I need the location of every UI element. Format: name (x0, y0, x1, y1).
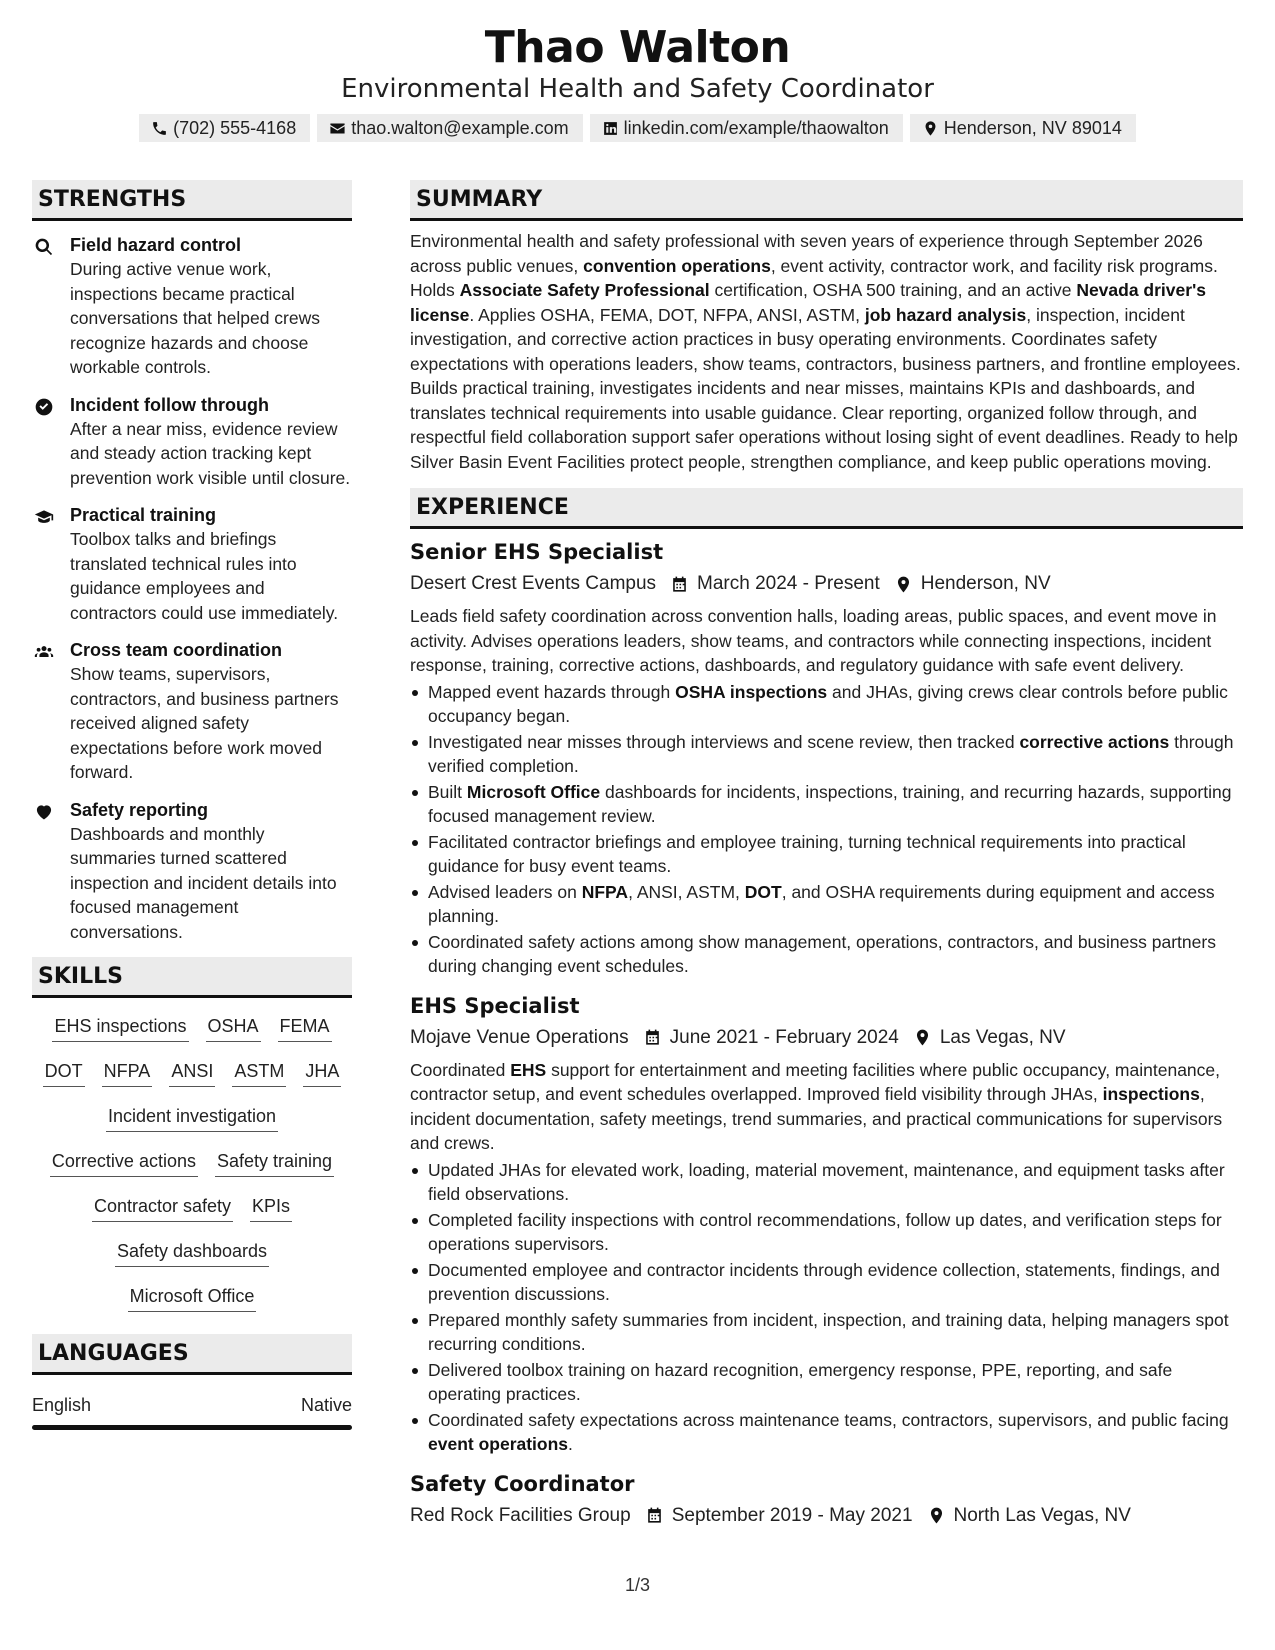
strength-item (32, 638, 352, 785)
email-text: thao.walton@example.com (351, 117, 569, 138)
list-item: Coordinated safety expectations across maintenance teams, contractors, supervisors, and public facing event operations. (410, 1408, 1243, 1457)
emphasis-text: Nevada driver's license (410, 280, 1206, 325)
users-icon (34, 642, 54, 662)
emphasis-text: job hazard analysis (864, 304, 1027, 325)
linkedin-text: linkedin.com/example/thaowalton (623, 117, 889, 138)
emphasis-text: EHS (510, 1059, 547, 1080)
emphasis-text: inspections (1102, 1084, 1200, 1104)
strength-title: Safety reporting (70, 799, 209, 820)
strength-title: Cross team coordination (70, 640, 283, 660)
phone-text: (702) 555-4168 (173, 117, 297, 138)
language-name: English (32, 1395, 92, 1415)
right-column (410, 180, 1243, 1530)
experience-heading: EXPERIENCE (410, 488, 1243, 529)
skill-tag: Corrective actions (50, 1149, 198, 1177)
list-item: Built Microsoft Office dashboards for incidents, inspections, training, and recurring hazards, supporting focused management review. (410, 780, 1243, 829)
list-item: Advised leaders on NFPA, ANSI, ASTM, DOT, and OSHA requirements during equipment and access planning. (410, 880, 1243, 929)
skill-tag: JHA (303, 1059, 341, 1087)
calendar-icon (643, 1028, 662, 1047)
phone-icon (151, 120, 168, 137)
skill-tag: FEMA (278, 1014, 332, 1042)
list-item: Delivered toolbox training on hazard recognition, emergency response, PPE, reporting, and safe operating practices. (410, 1358, 1243, 1407)
linkedin-chip[interactable] (590, 114, 903, 142)
email-chip[interactable] (317, 114, 582, 142)
job-company: Mojave Venue Operations (410, 1026, 629, 1048)
calendar-icon (670, 575, 689, 594)
skill-row (32, 1284, 352, 1312)
language-proficiency-bar (32, 1425, 352, 1430)
list-item: Prepared monthly safety summaries from incident, inspection, and training data, helping managers spot recurring conditions. (410, 1308, 1243, 1357)
skill-tag: ASTM (232, 1059, 286, 1087)
map-pin-icon (894, 575, 913, 594)
job-company: Desert Crest Events Campus (410, 573, 657, 594)
job-location: Las Vegas, NV (939, 1026, 1066, 1048)
envelope-icon (329, 120, 346, 137)
phone-chip[interactable] (139, 114, 310, 142)
strength-item (32, 233, 352, 380)
location-chip[interactable] (910, 114, 1136, 142)
job-dates: March 2024 - Present (697, 573, 880, 594)
emphasis-text: OSHA inspections (675, 681, 828, 702)
page-number: 1/3 (624, 1575, 651, 1595)
skill-row (32, 1059, 352, 1087)
languages-heading: LANGUAGES (32, 1334, 352, 1375)
job-bullets (410, 1158, 1243, 1457)
strength-text: Dashboards and monthly summaries turned scattered inspection and incident details into focused management conversations. (70, 823, 337, 942)
job-meta (410, 1502, 1243, 1530)
strength-title: Field hazard control (70, 235, 242, 255)
summary-section (410, 180, 1243, 474)
skill-tag: Contractor safety (92, 1194, 233, 1222)
strength-title: Practical training (70, 505, 217, 525)
skills-list (32, 998, 352, 1312)
job-entry (410, 1469, 1243, 1530)
contact-bar (0, 114, 1275, 142)
skill-tag: DOT (43, 1059, 85, 1087)
strength-title: Incident follow through (70, 394, 269, 415)
skill-row (32, 1104, 352, 1132)
list-item: Completed facility inspections with control recommendations, follow up dates, and verification steps for operations supervisors. (410, 1208, 1243, 1257)
job-title: EHS Specialist (410, 993, 580, 1018)
strengths-heading: STRENGTHS (32, 180, 352, 221)
language-level: Native (300, 1395, 352, 1415)
heart-icon (34, 802, 54, 822)
list-item: Mapped event hazards through OSHA inspections and JHAs, giving crews clear controls before public occupancy began. (410, 680, 1243, 729)
emphasis-text: DOT (744, 881, 782, 902)
skill-tag: Safety dashboards (115, 1239, 269, 1267)
language-item (32, 1395, 352, 1416)
job-entry (410, 537, 1243, 979)
summary-text: Environmental health and safety professional with seven years of experience through September 2026 across public venues, convention operations, event activity, contractor work, and facility risk programs. Holds Associate Safety Professional certification, OSHA 500 training, and an active Nevada driver's license. Applies OSHA, FEMA, DOT, NFPA, ANSI, ASTM, job hazard analysis, inspection, incident investigation, and corrective action practices in busy operating environments. Coordinates safety expectations with operations leaders, show teams, contractors, business partners, and frontline employees. Builds practical training, investigates incidents and near misses, maintains KPIs and dashboards, and translates technical requirements into usable guidance. Clear reporting, organized follow through, and respectful field collaboration support safer operations without losing sight of event deadlines. Ready to help Silver Basin Event Facilities protect people, strengthen compliance, and keep public operations moving. (410, 231, 1241, 472)
skill-tag: KPIs (250, 1194, 292, 1222)
list-item: Facilitated contractor briefings and employee training, turning technical requirements into practical guidance for busy event teams. (410, 830, 1243, 879)
skill-tag: EHS inspections (52, 1014, 188, 1042)
candidate-title: Environmental Health and Safety Coordinator (341, 74, 934, 104)
calendar-icon (645, 1506, 664, 1525)
strength-text: Toolbox talks and briefings translated technical rules into guidance employees and contractors could use immediately. (70, 529, 339, 623)
strength-text: During active venue work, inspections became practical conversations that helped crews recognize hazards and choose workable controls. (70, 259, 320, 377)
skill-tag: Safety training (215, 1149, 334, 1177)
skill-tag: NFPA (102, 1059, 153, 1087)
candidate-name: Thao Walton (484, 22, 791, 73)
list-item: Updated JHAs for elevated work, loading, material movement, maintenance, and equipment tasks after field observations. (410, 1158, 1243, 1207)
skill-row (32, 1014, 352, 1042)
emphasis-text: NFPA (581, 881, 629, 902)
skill-tag: Incident investigation (106, 1104, 278, 1132)
location-text: Henderson, NV 89014 (943, 117, 1122, 138)
linkedin-icon (602, 120, 619, 137)
skill-tag: Microsoft Office (128, 1284, 257, 1312)
experience-list (410, 537, 1243, 1530)
skill-tag: OSHA (206, 1014, 261, 1042)
emphasis-text: Microsoft Office (466, 781, 601, 802)
job-location: North Las Vegas, NV (953, 1504, 1131, 1526)
job-meta (410, 1024, 1243, 1052)
skill-row (32, 1149, 352, 1177)
skill-row (32, 1194, 352, 1222)
strength-text: Show teams, supervisors, contractors, and business partners received aligned safety expectations before work moved forward. (70, 664, 339, 782)
job-dates: June 2021 - February 2024 (669, 1026, 899, 1048)
graduation-cap-icon (34, 507, 54, 527)
list-item: Investigated near misses through interviews and scene review, then tracked corrective actions through verified completion. (410, 730, 1243, 779)
emphasis-text: corrective actions (1019, 731, 1170, 752)
strength-text: After a near miss, evidence review and steady action tracking kept prevention work visible until closure. (70, 418, 351, 488)
job-entry (410, 991, 1243, 1457)
job-title: Senior EHS Specialist (410, 540, 664, 564)
job-description: Leads field safety coordination across convention halls, loading areas, public spaces, and event move in activity. Advises operations leaders, show teams, and contractors while connecting inspections, incident response, training, corrective actions, dashboards, and regulatory guidance with safe event delivery. (410, 606, 1217, 675)
job-title: Safety Coordinator (410, 1471, 635, 1496)
emphasis-text: convention operations (583, 255, 771, 276)
job-meta (410, 570, 1243, 598)
skill-row (32, 1239, 352, 1267)
strength-item (32, 503, 352, 625)
job-company: Red Rock Facilities Group (410, 1504, 631, 1526)
list-item: Documented employee and contractor incidents through evidence collection, statements, findings, and prevention discussions. (410, 1258, 1243, 1307)
emphasis-text: event operations (428, 1434, 569, 1454)
job-description: Coordinated EHS support for entertainment and meeting facilities where public occupancy, maintenance, contractor setup, and event schedules overlapped. Improved field visibility through JHAs, inspections, incident documentation, safety meetings, trend summaries, and practical communications for supervisors and crews. (410, 1059, 1223, 1153)
job-dates: September 2019 - May 2021 (671, 1504, 913, 1526)
summary-heading: SUMMARY (410, 180, 1243, 221)
map-pin-icon (927, 1506, 946, 1525)
left-column (32, 180, 352, 1430)
skills-heading: SKILLS (32, 957, 352, 998)
strength-item (32, 393, 352, 491)
map-pin-icon (922, 120, 939, 137)
search-icon (34, 237, 54, 257)
job-bullets (410, 680, 1243, 979)
strengths-list (32, 233, 352, 944)
list-item: Coordinated safety actions among show management, operations, contractors, and business partners during changing event schedules. (410, 930, 1243, 979)
check-circle-icon (34, 397, 54, 417)
skill-tag: ANSI (169, 1059, 215, 1087)
emphasis-text: Associate Safety Professional (459, 280, 710, 300)
job-location: Henderson, NV (920, 573, 1051, 594)
map-pin-icon (913, 1028, 932, 1047)
strength-item (32, 798, 352, 945)
